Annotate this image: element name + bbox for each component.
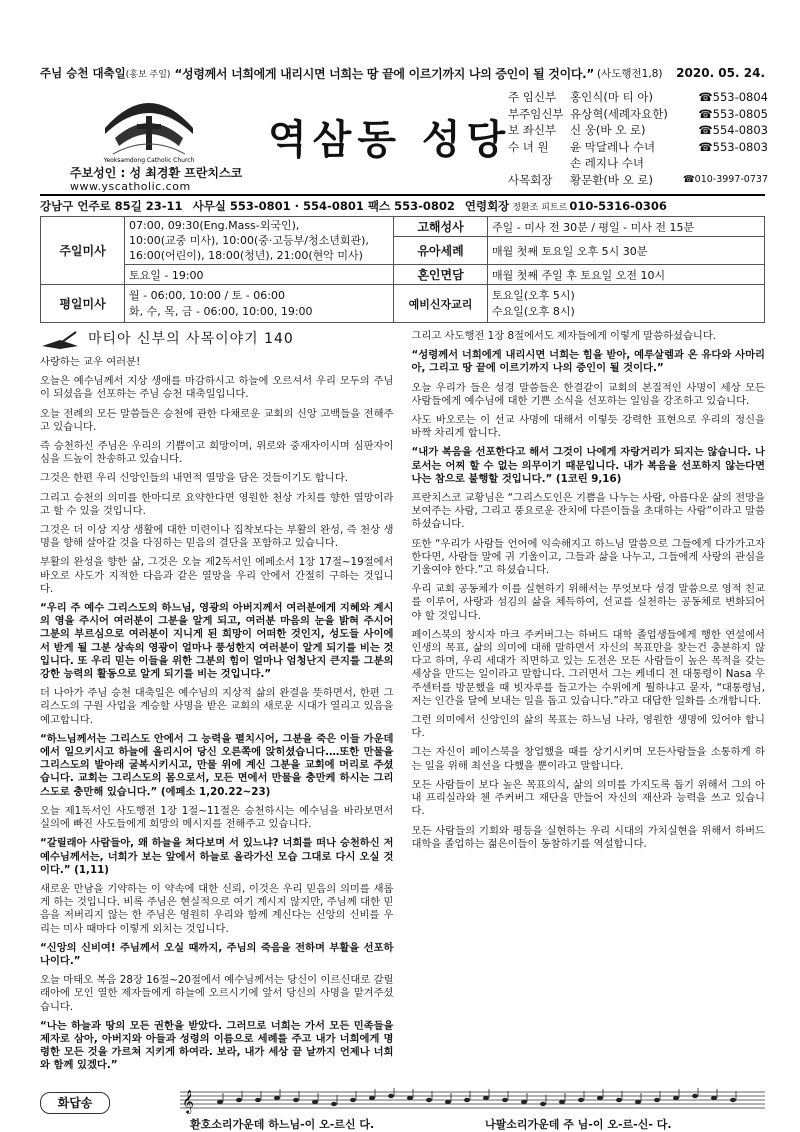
article-header <box>40 330 394 350</box>
article-paragraph: 그리고 승천의 의미를 한마디로 요약한다면 영원한 천상 가치를 향한 열망이라고 할 수 있을 것입니다. <box>40 491 394 517</box>
article-body <box>40 330 765 1082</box>
hwadap-footer <box>40 1088 765 1131</box>
svg-text:𝄞: 𝄞 <box>182 1089 194 1113</box>
sunday-mass-times: 07:00, 09:30(Eng.Mass-외국인), 10:00(교중 미사), 10:00(중·고등부/청소년회관), 16:00(어린이), 18:00(청년), 21:00(현악 미사) <box>125 217 394 265</box>
catechumen-times: 토요일(오후 5시) 수요일(오후 8시) <box>488 285 765 323</box>
article-title: 마티아 신부의 사목이야기 140 <box>88 331 294 348</box>
article-paragraph: 새로운 만남을 기약하는 이 약속에 대한 신뢰, 이것은 우리 믿음의 의미를 새롭게 하는 것입니다. 비록 주님은 현실적으로 여기 계시지 않지만, 주님께 대한 믿음을 저버리지 않는 한 주님은 영원히 우리와 함께 계신다는 신앙의 신비를 우리는 미사 때마다 이렇게 외치는 것입니다. <box>40 882 394 935</box>
article-paragraph: “갈릴래아 사람들아, 왜 하늘을 쳐다보며 서 있느냐? 너희를 떠나 승천하신 저 예수님께서는, 너희가 보는 앞에서 하늘로 올라가신 모습 그대로 다시 오실 것이다.” (1,11) <box>40 837 394 876</box>
feast-title: 주님 승천 대축일 <box>40 66 126 80</box>
staff-row: 수 녀 원 윤 막달레나 수녀 ☎553-0803 <box>508 139 768 154</box>
logo-text: Yeoksamdong Catholic Church <box>103 157 195 164</box>
article-paragraph: 우리 교회 공동체가 이를 실현하기 위해서는 무엇보다 성경 말씀으로 영적 친교를 이루어, 사랑과 섬김의 삶을 체득하여, 선교를 실천하는 공동체로 변화되어야 할 것입니다. <box>411 583 765 622</box>
article-paragraph: 페이스북의 창시자 마크 주커버그는 하버드 대학 졸업생들에게 행한 연설에서 인생의 목표, 삶의 의미에 대해 말하면서 자신의 목표만을 찾는건 충분하지 않다고 하며, 우리 세대가 직면하고 있는 도전은 모든 사람들이 높은 목적을 갖는 세상을 만드는 일이라고 말합니다. 그러면서 그는 케네디 전 대통령이 Nasa 우주센터를 방문했을 때 빗자루를 들고가는 수위에게 뭘하냐고 묻자, “대통령님, 저는 인간을 달에 보내는 일을 돕고 있습니다.”라고 대답한 일화를 소개합니다. <box>411 628 765 707</box>
lyric-line-2: 나팔소리가운데 주 님-이 오-르-신- 다. <box>485 1118 672 1131</box>
staff-row: 손 레지나 수녀 <box>570 156 644 170</box>
address-bar <box>40 194 765 217</box>
article-paragraph: 오늘 전례의 모든 말씀들은 승천에 관한 다채로운 교회의 신앙 고백들을 전해주고 있습니다. <box>40 407 394 433</box>
article-paragraph: 그것은 더 이상 지상 생활에 대한 미련이나 집착보다는 부활의 완성, 즉 천상 생명을 향해 살아갈 것을 다짐하는 믿음의 결단을 포함하고 있습니다. <box>40 524 394 550</box>
church-title: 역삼동 성당 <box>268 117 512 163</box>
lyric-line-1: 환호소리가운데 하느님-이 오-르신 다. <box>190 1118 375 1131</box>
infant-baptism-times: 매월 첫째 토요일 오후 5시 30분 <box>488 237 765 265</box>
staff-row: 사목회장 황문환(바 오 로) ☎010-3997-0737 <box>508 172 768 187</box>
council-name: 정환조 피트르 <box>512 202 568 213</box>
staff-row: 주 임신부 홍인식(마 티 아) ☎553-0804 <box>508 90 768 104</box>
website-link[interactable]: www.yscatholic.com <box>70 180 191 193</box>
article-paragraph: 프란치스코 교황님은 “그리스도인은 기쁨을 나누는 사람, 아름다운 삶의 전망을 보여주는 사람, 그리고 풍요로운 잔치에 다른이들을 초대하는 사람”이라고 말씀하셨습니다. <box>411 492 765 531</box>
schedule-table <box>40 216 765 323</box>
article-paragraph: 더 나아가 주님 승천 대축일은 예수님의 지상적 삶의 완결을 뜻하면서, 한편 그리스도의 구원 사업을 계승할 사명을 받은 교회의 새로운 시대가 열리고 있음을 예고합니다. <box>40 687 394 726</box>
address: 강남구 언주로 85길 23-11 <box>40 199 183 213</box>
article-paragraph: 그런 의미에서 신앙인의 삶의 목표는 하느님 나라, 영원한 생명에 있어야 합니다. <box>411 714 765 740</box>
infant-baptism-label: 유아세례 <box>394 237 488 265</box>
council-phone: 010-5316-0306 <box>569 199 667 213</box>
article-paragraphs <box>40 330 765 1082</box>
article-paragraph: 모든 사람들이 보다 높은 목표의식, 삶의 의미를 가지도록 돕기 위해서 그의 아내 프리실라와 첸 주커버그 재단을 만들어 자신의 재산과 능력을 쓰고 있습니다. <box>411 778 765 818</box>
article-paragraph: “성령께서 너희에게 내리시면 너희는 힘을 받아, 예루살렘과 온 유다와 사마리아, 그리고 땅 끝에 이르기까지 나의 증인이 될 것이다.” <box>411 349 765 375</box>
issue-date: 2020. 05. 24. <box>676 66 765 80</box>
marriage-times: 매월 첫째 주일 후 토요일 오전 10시 <box>488 265 765 285</box>
article-paragraph: 오늘은 예수님께서 지상 생애를 마감하시고 하늘에 오르셔서 우리 모두의 주님이 되셨음을 선포하는 주님 승천 대축일입니다. <box>40 375 394 401</box>
book-pen-icon <box>40 330 80 350</box>
article-paragraph: 오늘 우리가 들은 성경 말씀들은 한결같이 교회의 본질적인 사명이 세상 모든 사람들에게 예수님에 대한 기쁜 소식을 선포하는 일임을 강조하고 있습니다. <box>411 381 765 407</box>
feast-verse: “성령께서 너희에게 내리시면 너희는 땅 끝에 이르기까지 나의 증인이 될 것이다.” <box>174 66 595 81</box>
music-staff-icon <box>180 1088 765 1114</box>
marriage-label: 혼인면담 <box>394 265 488 285</box>
article-paragraph: 오늘 제1독서인 사도행전 1장 1절~11절은 승천하시는 예수님을 바라보면서 실의에 빠진 사도들에게 희망의 메시지를 전해주고 있습니다. <box>40 804 394 831</box>
catechumen-label: 예비신자교리 <box>394 285 488 323</box>
article-paragraph: “나는 하늘과 땅의 모든 권한을 받았다. 그러므로 너희는 가서 모든 민족들을 제자로 삼아, 아버지와 아들과 성령의 이름으로 세례를 주고 내가 너희에게 명령한 모든 것을 가르쳐 지키게 하여라. 보라, 내가 세상 끝 날까지 언제나 너희와 함께 있겠다.” <box>40 1019 394 1072</box>
article-paragraph: 그것은 한편 우리 신앙인들의 내면적 열망을 담은 것들이기도 합니다. <box>40 472 348 485</box>
top-banner <box>40 62 765 84</box>
article-paragraph: 그리고 사도행전 1장 8절에서도 제자들에게 이렇게 말씀하셨습니다. <box>411 330 717 342</box>
article-paragraph: “신앙의 신비여! 주님께서 오실 때까지, 주님의 죽음을 전하며 부활을 선포하나이다.” <box>40 941 394 967</box>
article-paragraph: “하느님께서는 그리스도 안에서 그 능력을 펼치시어, 그분을 죽은 이들 가운데에서 일으키시고 하늘에 올리시어 당신 오른쪽에 앉히셨습니다.…또한 만물을 그리스도의 발아래 굴복시키시고, 만물 위에 계신 그분을 교회에 머리로 주셨습니다. 교회는 그리스도의 몸으로서, 모든 면에서 만물을 충만케 하시는 그리스도로 충만해 있습니다.” (에페소 1,20.22~23) <box>40 732 394 798</box>
article-paragraph: “내가 복음을 선포한다고 해서 그것이 나에게 자랑거리가 되지는 않습니다. 나로서는 어찌 할 수 없는 의무이기 때문입니다. 내가 복음을 선포하지 않는다면 나는 참으로 불행할 것입니다.” (1코린 9,16) <box>411 446 765 485</box>
article-paragraph: 또한 “우리가 사람들 언어에 익숙해지고 하느님 말씀으로 그들에게 다가가고자 한다면, 사람들 말에 귀 기울이고, 그들과 삶을 나누고, 그들에게 사랑의 관심을 기울여야 한다.”고 하셨습니다. <box>411 537 765 577</box>
confession-label: 고해성사 <box>394 217 488 237</box>
article-paragraph: 모든 사람들의 기회와 평등을 실현하는 우리 시대의 가치실현을 위해서 하버드 대학을 졸업하는 젊은이들이 동참하기를 역설합니다. <box>411 824 765 850</box>
article-paragraph: 즉 승천하신 주님은 우리의 기쁨이고 희망이며, 위로와 중재자이시며 심판자이심을 드높이 찬송하고 있습니다. <box>40 440 394 466</box>
staff-row: 부주임신부 유상혁(세례자요한) ☎553-0805 <box>508 106 768 121</box>
sunday-mass-label: 주일미사 <box>41 217 125 285</box>
hwadap-label: 화답송 <box>40 1092 110 1114</box>
church-logo <box>95 88 203 166</box>
article-paragraph: 오늘 마태오 복음 28장 16절~20절에서 예수님께서는 당신이 이르신대로 갈릴래아에 모인 열한 제자들에게 하늘에 오르시기에 앞서 당신의 사명을 맡겨주셨습니다. <box>40 974 394 1013</box>
article-paragraph: 그는 자신이 페이스북을 창업했을 때를 상기시키며 모든사람들을 소통하게 하는 일을 위해 최선을 다했을 뿐이라고 말합니다. <box>411 746 765 772</box>
council-label: 연령회장 <box>464 199 510 213</box>
article-paragraph: 부활의 완성을 향한 삶, 그것은 오늘 제2독서인 에페소서 1장 17절~19절에서 바오로 사도가 지적한 다음과 같은 열망을 우리 안에서 간절히 구하는 것입니다. <box>40 556 394 595</box>
article-paragraph: 사랑하는 교우 여러분! <box>40 356 141 368</box>
confession-times: 주일 - 미사 전 30분 / 평일 - 미사 전 15분 <box>488 217 765 237</box>
article-paragraph: “우리 주 예수 그리스도의 하느님, 영광의 아버지께서 여러분에게 지혜와 계시의 영을 주시어 여러분이 그분을 알게 되고, 여러분 마음의 눈을 밝혀 주시어 그분의 부르심으로 여러분이 지니게 된 희망이 어떠한 것인지, 성도들 사이에서 받게 될 그분 상속의 영광이 얼마나 풍성한지 여러분이 알게 되기를 비는 것입니다. 또 우리 믿는 이들을 위한 그분의 힘이 얼마나 엄청난지 큰지를 그분의 강한 능력의 활동으로 알게 되기를 비는 것입니다.” <box>40 602 394 681</box>
feast-note: (홍보 주일) <box>125 69 171 80</box>
weekday-mass-times: 월 - 06:00, 10:00 / 토 - 06:00 화, 수, 목, 금 - 06:00, 10:00, 19:00 <box>125 285 394 323</box>
saturday-mass: 토요일 - 19:00 <box>125 265 394 285</box>
verse-ref: (사도행전1,8) <box>597 67 663 80</box>
article-paragraph: 사도 바오로는 이 선교 사명에 대해서 이렇듯 강력한 표현으로 우리의 정신을 바짝 차리게 합니다. <box>411 414 765 440</box>
office-phone: 사무실 553-0801 · 554-0801 팩스 553-0802 <box>192 199 455 213</box>
staff-row: 보 좌신부 신 웅(바 오 로) ☎554-0803 <box>508 123 768 137</box>
patron-saint: 주보성인 : 성 최경환 프란치스코 <box>70 166 243 180</box>
weekday-mass-label: 평일미사 <box>41 285 125 323</box>
staff-list <box>508 89 768 188</box>
